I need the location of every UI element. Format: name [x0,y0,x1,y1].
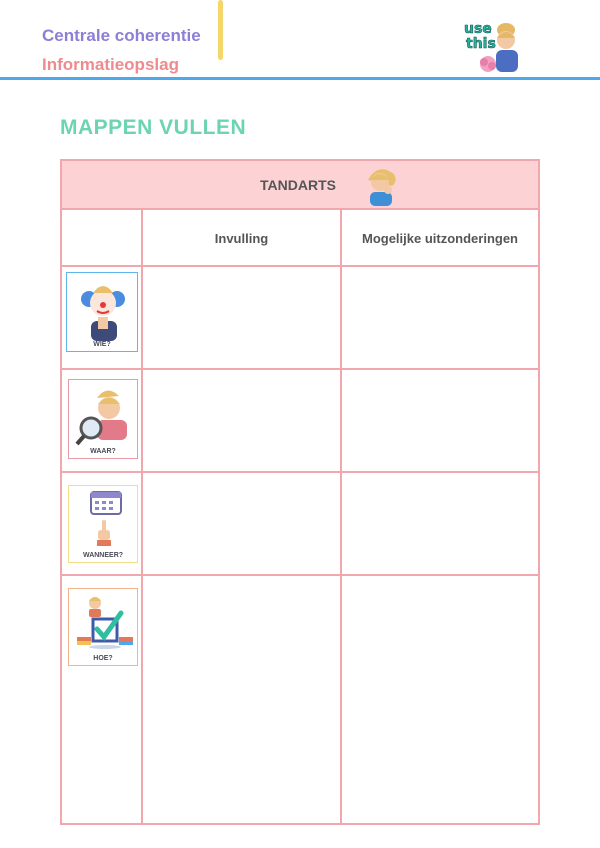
cell-hoe-invulling[interactable] [143,576,340,823]
cell-waar-uitzonderingen[interactable] [342,370,538,471]
cell-waar-invulling[interactable] [143,370,340,471]
svg-text:this: this [466,36,496,52]
row-icon-waar [68,379,138,459]
column-header-uitzonderingen: Mogelijke uitzonderingen [361,231,518,246]
cell-wanneer-invulling[interactable] [143,473,340,574]
cell-wie-invulling[interactable] [143,267,340,368]
row-label-waar: WAAR? [90,448,116,455]
row-icon-wanneer [68,485,138,563]
use-this-logo-icon [462,16,528,78]
row-label-wanneer: WANNEER? [82,552,124,559]
cell-wanneer-uitzonderingen[interactable] [342,473,538,574]
header-accent-bar [218,0,223,60]
header-title-informatieopslag: Informatieopslag [42,55,179,74]
folder-table [60,159,540,825]
table-subject-label: TANDARTS [260,177,336,193]
row-icon-wie [66,272,138,352]
header-divider [0,77,600,80]
thinking-avatar-icon [358,162,404,208]
column-header-invulling: Invulling [214,231,269,246]
row-icon-hoe [68,588,138,666]
svg-text:use: use [464,21,492,37]
cell-hoe-uitzonderingen[interactable] [342,576,538,823]
table-subject-header [62,161,538,210]
header-title-centrale-coherentie: Centrale coherentie [42,26,201,45]
row-label-wie: WIE? [93,341,111,348]
page-title: MAPPEN VULLEN [60,116,247,139]
cell-wie-uitzonderingen[interactable] [342,267,538,368]
row-label-hoe: HOE? [93,655,113,662]
